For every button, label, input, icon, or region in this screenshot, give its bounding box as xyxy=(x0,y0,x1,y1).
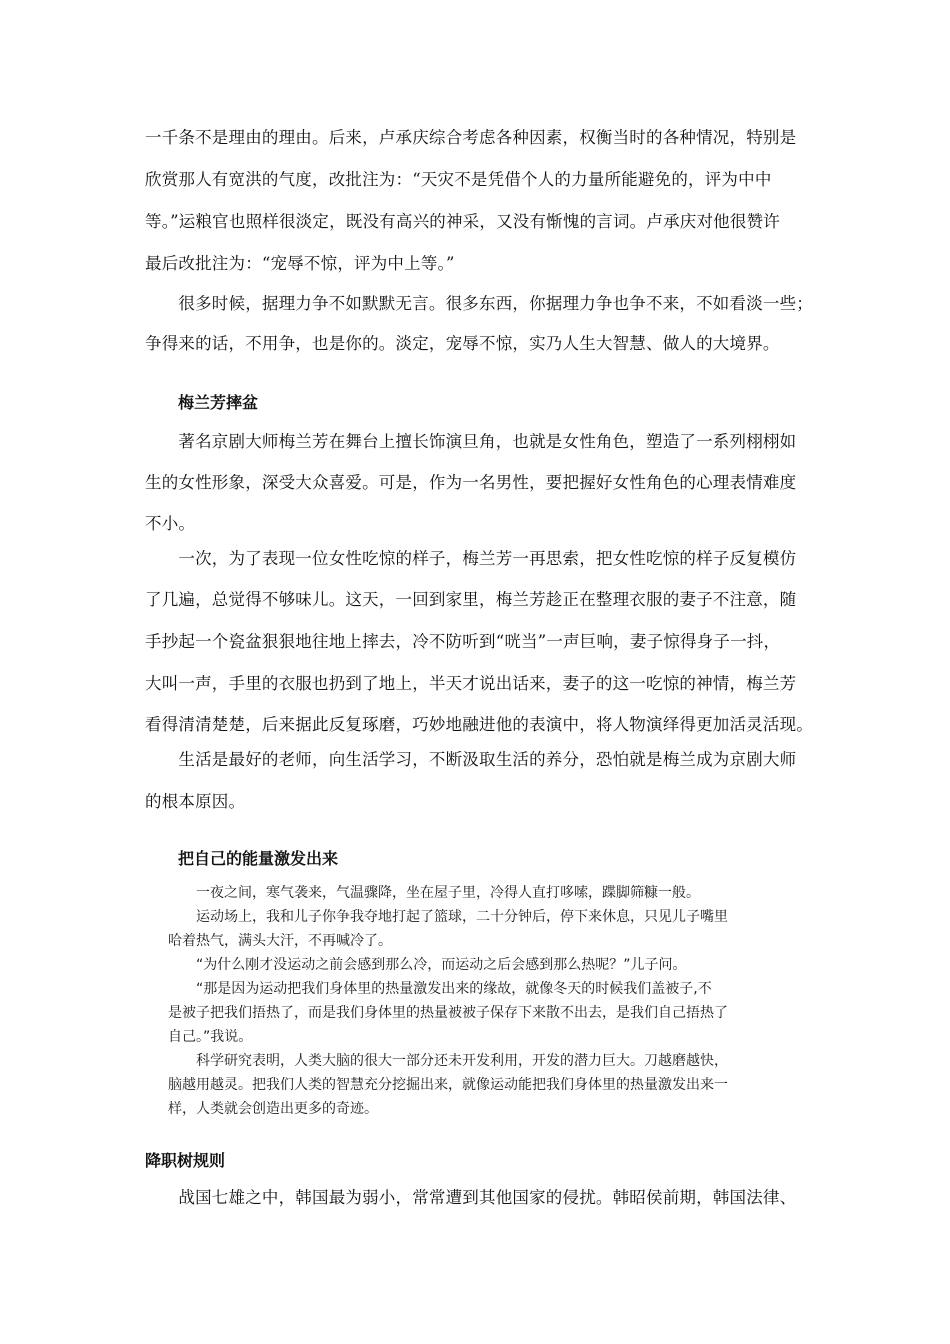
section-title-mei-lanfang: 梅兰芳摔盆 xyxy=(178,393,259,412)
paragraph-line: 等。”运粮官也照样很淡定，既没有高兴的神采，又没有惭愧的言词。卢承庆对他很赞许 xyxy=(145,212,780,231)
image-text-line: 自己。”我说。 xyxy=(168,1029,253,1045)
image-text-line: 脑越用越灵。把我们人类的智慧充分挖掘出来，就像运动能把我们身体里的热量激发出来一 xyxy=(168,1077,728,1093)
paragraph-line: 战国七雄之中，韩国最为弱小，常常遭到其他国家的侵扰。韩昭侯前期，韩国法律、 xyxy=(145,1188,797,1207)
image-text-line: 运动场上，我和儿子你争我夺地打起了篮球，二十分钟后，停下来休息，只见儿子嘴里 xyxy=(168,909,728,925)
image-text-line: “为什么刚才没运动之前会感到那么冷，而运动之后会感到那么热呢？”儿子问。 xyxy=(168,957,687,973)
paragraph-line: 最后改批注为：“宠辱不惊，评为中上等。” xyxy=(145,254,455,273)
paragraph-line: 争得来的话，不用争，也是你的。淡定，宠辱不惊，实乃人生大智慧、做人的大境界。 xyxy=(145,334,780,353)
paragraph-line: 的根本原因。 xyxy=(145,792,246,811)
paragraph-line: 手抄起一个瓷盆狠狠地往地上摔去，冷不防听到“咣当”一声巨响，妻子惊得身子一抖， xyxy=(145,632,781,651)
image-text-line: 科学研究表明，人类大脑的很大一部分还未开发利用，开发的潜力巨大。刀越磨越快， xyxy=(168,1053,728,1069)
image-text-line: 一夜之间，寒气袭来，气温骤降，坐在屋子里，冷得人直打哆嗦，蹀脚筛糠一般。 xyxy=(168,885,700,901)
paragraph-line: 一次，为了表现一位女性吃惊的样子，梅兰芳一再思索，把女性吃惊的样子反复模仿 xyxy=(145,549,797,568)
paragraph-line: 一千条不是理由的理由。后来，卢承庆综合考虑各种因素，权衡当时的各种情况，特别是 xyxy=(145,128,797,147)
paragraph-line: 了几遍，总觉得不够味儿。这天，一回到家里，梅兰芳趁正在整理衣服的妻子不注意，随 xyxy=(145,590,797,609)
paragraph-line: 大叫一声，手里的衣服也扔到了地上，半天才说出话来，妻子的这一吃惊的神情，梅兰芳 xyxy=(145,674,797,693)
image-text-line: “那是因为运动把我们身体里的热量激发出来的缘故，就像冬天的时候我们盖被子,不 xyxy=(168,981,712,997)
paragraph-line: 看得清清楚楚，后来据此反复琢磨，巧妙地融进他的表演中，将人物演绎得更加活灵活现。 xyxy=(145,715,813,734)
image-text-line: 样，人类就会创造出更多的奇迹。 xyxy=(168,1101,378,1117)
section-title-demotion-tree: 降职树规则 xyxy=(145,1151,226,1170)
paragraph-line: 生活是最好的老师，向生活学习，不断汲取生活的养分，恐怕就是梅兰成为京剧大师 xyxy=(145,750,797,769)
image-text-line: 是被子把我们捂热了，而是我们身体里的热量被被子保存下来散不出去，是我们自己捂热了 xyxy=(168,1005,728,1021)
paragraph-line: 不小。 xyxy=(145,514,196,533)
section-title-energy: 把自己的能量激发出来 xyxy=(178,849,339,868)
paragraph-line: 生的女性形象，深受大众喜爱。可是，作为一名男性，要把握好女性角色的心理表情难度 xyxy=(145,473,797,492)
paragraph-line: 很多时候，据理力争不如默默无言。很多东西，你据理力争也争不来，不如看淡一些； xyxy=(145,294,813,313)
image-text-line: 哈着热气，满头大汗，不再喊冷了。 xyxy=(168,933,392,949)
paragraph-line: 著名京剧大师梅兰芳在舞台上擅长饰演旦角，也就是女性角色，塑造了一系列栩栩如 xyxy=(145,432,797,451)
paragraph-line: 欣赏那人有宽洪的气度，改批注为：“天灾不是凭借个人的力量所能避免的，评为中中 xyxy=(145,170,772,189)
